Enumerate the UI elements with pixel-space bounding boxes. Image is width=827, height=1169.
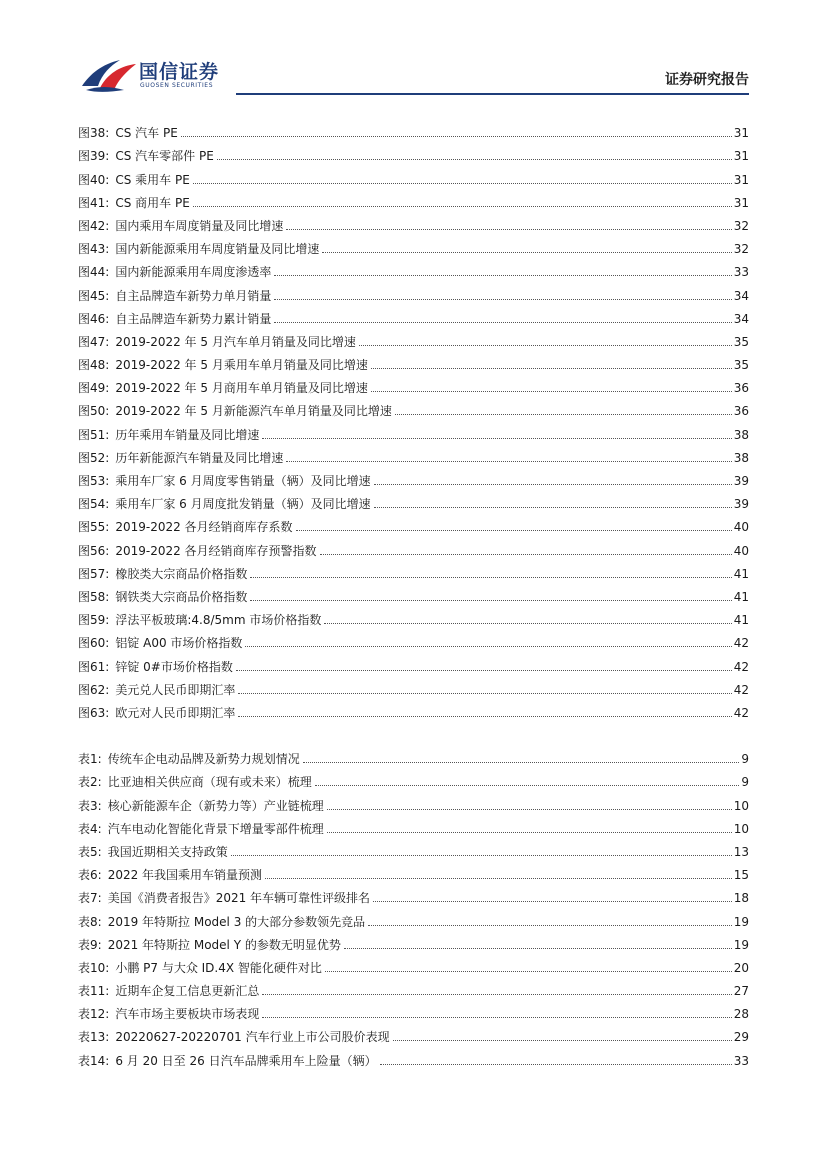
table-toc-entry[interactable] xyxy=(78,975,749,998)
dot-leader xyxy=(395,414,732,415)
figure-toc-entry[interactable] xyxy=(78,163,749,186)
table-title: 我国近期相关支持政策 xyxy=(107,844,228,859)
dot-leader xyxy=(374,507,732,508)
page-number: 31 xyxy=(733,149,749,164)
table-toc-list xyxy=(78,743,749,1068)
dot-leader xyxy=(373,901,732,902)
table-title: 2019 年特斯拉 Model 3 的大部分参数领先竞品 xyxy=(107,914,366,929)
figure-number: 图41: xyxy=(78,195,110,210)
table-toc-entry[interactable] xyxy=(78,836,749,859)
figure-title: 美元兑人民币即期汇率 xyxy=(115,682,236,697)
figure-number: 图59: xyxy=(78,613,110,628)
page-number: 33 xyxy=(733,1053,749,1068)
dot-leader xyxy=(393,1040,732,1041)
table-number: 表14: xyxy=(78,1053,110,1068)
table-toc-entry[interactable] xyxy=(78,859,749,882)
table-number: 表7: xyxy=(78,891,102,906)
figure-number: 图52: xyxy=(78,450,110,465)
page-number: 41 xyxy=(733,613,749,628)
dot-leader xyxy=(238,716,731,717)
page-number: 36 xyxy=(733,381,749,396)
figure-number: 图48: xyxy=(78,358,110,373)
dot-leader xyxy=(315,785,740,786)
figure-title: 乘用车厂家 6 月周度零售销量（辆）及同比增速 xyxy=(115,474,371,488)
figure-number: 图62: xyxy=(78,682,110,697)
figure-title: 2019-2022 各月经销商库存系数 xyxy=(115,520,293,535)
figure-toc-entry[interactable] xyxy=(78,488,749,511)
figure-number: 图39: xyxy=(78,149,110,164)
page-number: 41 xyxy=(733,566,749,581)
figure-toc-entry[interactable] xyxy=(78,140,749,163)
dot-leader xyxy=(262,994,731,995)
figure-toc-entry[interactable] xyxy=(78,558,749,581)
page-number: 32 xyxy=(733,218,749,233)
table-title: 汽车电动化智能化背景下增量零部件梳理 xyxy=(107,821,324,836)
figure-toc-entry[interactable] xyxy=(78,697,749,720)
table-number: 表5: xyxy=(78,844,102,859)
logo-english-text: GUOSEN SECURITIES xyxy=(140,82,214,89)
figure-title: CS 汽车零部件 PE xyxy=(115,149,214,164)
figure-toc-entry[interactable] xyxy=(78,627,749,650)
dot-leader xyxy=(322,252,731,253)
table-number: 表2: xyxy=(78,775,102,790)
logo-mark-icon xyxy=(80,56,138,94)
page-number: 38 xyxy=(733,427,749,442)
figure-toc-entry[interactable] xyxy=(78,465,749,488)
dot-leader xyxy=(303,762,740,763)
page-number: 31 xyxy=(733,172,749,187)
page-number: 29 xyxy=(733,1030,749,1045)
figure-number: 图44: xyxy=(78,265,110,280)
figure-number: 图55: xyxy=(78,520,110,535)
page-number: 41 xyxy=(733,589,749,604)
figure-number: 图43: xyxy=(78,242,110,257)
dot-leader xyxy=(250,600,731,601)
dot-leader xyxy=(368,925,732,926)
dot-leader xyxy=(274,275,731,276)
page-number: 10 xyxy=(733,798,749,813)
dot-leader xyxy=(327,809,732,810)
dot-leader xyxy=(324,623,731,624)
table-toc-entry[interactable] xyxy=(78,766,749,789)
figure-toc-list xyxy=(78,117,749,720)
table-title: 2022 年我国乘用车销量预测 xyxy=(107,868,263,883)
figure-toc-entry[interactable] xyxy=(78,534,749,557)
dot-leader xyxy=(262,438,731,439)
figure-toc-entry[interactable] xyxy=(78,349,749,372)
table-number: 表9: xyxy=(78,937,102,952)
figure-toc-entry[interactable] xyxy=(78,326,749,349)
dot-leader xyxy=(371,368,732,369)
dot-leader xyxy=(286,461,731,462)
page-number: 36 xyxy=(733,404,749,419)
figure-number: 图57: xyxy=(78,566,110,581)
table-number: 表11: xyxy=(78,984,110,999)
page-number: 15 xyxy=(733,868,749,883)
page-number: 33 xyxy=(733,265,749,280)
figure-title: 历年新能源汽车销量及同比增速 xyxy=(115,450,284,465)
figure-toc-entry[interactable] xyxy=(78,303,749,326)
dot-leader xyxy=(274,299,731,300)
figure-number: 图51: xyxy=(78,427,110,442)
figure-number: 图45: xyxy=(78,288,110,303)
page-number: 42 xyxy=(733,659,749,674)
figure-number: 图63: xyxy=(78,705,110,720)
figure-number: 图56: xyxy=(78,543,110,558)
figure-title: 铝锭 A00 市场价格指数 xyxy=(115,636,243,651)
page-number: 39 xyxy=(733,474,749,488)
figure-title: 2019-2022 年 5 月商用车单月销量及同比增速 xyxy=(115,381,368,396)
table-title: 近期车企复工信息更新汇总 xyxy=(115,984,260,999)
table-number: 表1: xyxy=(78,752,102,767)
figure-toc-entry[interactable] xyxy=(78,650,749,673)
page-number: 31 xyxy=(733,126,749,141)
figure-title: 2019-2022 年 5 月乘用车单月销量及同比增速 xyxy=(115,358,368,373)
dot-leader xyxy=(359,345,732,346)
table-title: 小鹏 P7 与大众 ID.4X 智能化硬件对比 xyxy=(115,960,322,975)
figure-title: CS 汽车 PE xyxy=(115,126,178,141)
figure-title: 国内新能源乘用车周度渗透率 xyxy=(115,265,272,280)
figure-number: 图49: xyxy=(78,381,110,396)
figure-toc-entry[interactable] xyxy=(78,279,749,302)
dot-leader xyxy=(238,693,731,694)
page-number: 40 xyxy=(733,520,749,535)
figure-title: 钢铁类大宗商品价格指数 xyxy=(115,589,248,604)
page-number: 38 xyxy=(733,450,749,465)
dot-leader xyxy=(262,1017,731,1018)
page-number: 10 xyxy=(733,821,749,836)
figure-title: 国内乘用车周度销量及同比增速 xyxy=(115,218,284,233)
table-toc-entry[interactable] xyxy=(78,905,749,928)
page-number: 31 xyxy=(733,195,749,210)
header-divider xyxy=(236,93,749,95)
table-title: 美国《消费者报告》2021 年车辆可靠性评级排名 xyxy=(107,891,371,906)
figure-title: 乘用车厂家 6 月周度批发销量（辆）及同比增速 xyxy=(115,497,371,512)
figure-number: 图53: xyxy=(78,474,110,488)
table-toc-entry[interactable] xyxy=(78,929,749,952)
dot-leader xyxy=(245,646,731,647)
figure-title: 2019-2022 年 5 月新能源汽车单月销量及同比增速 xyxy=(115,404,392,419)
figure-number: 图42: xyxy=(78,218,110,233)
figure-toc-entry[interactable] xyxy=(78,256,749,279)
dot-leader xyxy=(274,322,731,323)
figure-toc-entry[interactable] xyxy=(78,674,749,697)
table-toc-entry[interactable] xyxy=(78,813,749,836)
figure-title: CS 乘用车 PE xyxy=(115,172,190,187)
figure-number: 图47: xyxy=(78,334,110,349)
table-toc-entry[interactable] xyxy=(78,1021,749,1044)
figure-number: 图58: xyxy=(78,589,110,604)
figure-toc-entry[interactable] xyxy=(78,395,749,418)
figure-toc-entry[interactable] xyxy=(78,187,749,210)
table-number: 表4: xyxy=(78,821,102,836)
report-type-label: 证券研究报告 xyxy=(665,72,749,88)
figure-title: 自主品牌造车新势力单月销量 xyxy=(115,288,272,303)
dot-leader xyxy=(371,391,732,392)
figure-toc-entry[interactable] xyxy=(78,604,749,627)
dot-leader xyxy=(193,183,732,184)
figure-number: 图61: xyxy=(78,659,110,674)
table-number: 表12: xyxy=(78,1007,110,1022)
figure-number: 图46: xyxy=(78,311,110,326)
table-title: 汽车市场主要板块市场表现 xyxy=(115,1007,260,1022)
figure-title: 自主品牌造车新势力累计销量 xyxy=(115,311,272,326)
dot-leader xyxy=(193,206,732,207)
table-toc-entry[interactable] xyxy=(78,882,749,905)
figure-title: 欧元对人民币即期汇率 xyxy=(115,705,236,720)
dot-leader xyxy=(231,855,732,856)
page-number: 28 xyxy=(733,1007,749,1022)
page-number: 35 xyxy=(733,358,749,373)
guosen-logo xyxy=(80,56,240,96)
table-title: 2021 年特斯拉 Model Y 的参数无明显优势 xyxy=(107,937,341,952)
figure-title: 2019-2022 各月经销商库存预警指数 xyxy=(115,543,317,558)
page-number: 9 xyxy=(741,775,749,790)
figure-toc-entry[interactable] xyxy=(78,233,749,256)
page-number: 42 xyxy=(733,636,749,651)
figure-number: 图50: xyxy=(78,404,110,419)
dot-leader xyxy=(250,577,731,578)
dot-leader xyxy=(380,1064,732,1065)
table-toc-entry[interactable] xyxy=(78,952,749,975)
page-number: 13 xyxy=(733,844,749,859)
dot-leader xyxy=(325,971,732,972)
figure-toc-entry[interactable] xyxy=(78,372,749,395)
figure-number: 图40: xyxy=(78,172,110,187)
dot-leader xyxy=(344,948,732,949)
figure-title: CS 商用车 PE xyxy=(115,195,190,210)
figure-toc-entry[interactable] xyxy=(78,117,749,140)
dot-leader xyxy=(320,554,732,555)
page-number: 18 xyxy=(733,891,749,906)
table-number: 表13: xyxy=(78,1030,110,1045)
page-number: 32 xyxy=(733,242,749,257)
table-title: 核心新能源车企（新势力等）产业链梳理 xyxy=(107,798,324,813)
dot-leader xyxy=(236,670,732,671)
page-number: 27 xyxy=(733,984,749,999)
figure-title: 2019-2022 年 5 月汽车单月销量及同比增速 xyxy=(115,334,356,349)
figure-toc-entry[interactable] xyxy=(78,418,749,441)
figure-toc-entry[interactable] xyxy=(78,581,749,604)
figure-toc-entry[interactable] xyxy=(78,511,749,534)
dot-leader xyxy=(181,136,732,137)
figure-number: 图54: xyxy=(78,497,110,512)
figure-title: 历年乘用车销量及同比增速 xyxy=(115,427,260,442)
table-number: 表8: xyxy=(78,914,102,929)
dot-leader xyxy=(217,159,732,160)
table-title: 比亚迪相关供应商（现有或未来）梳理 xyxy=(107,775,312,790)
dot-leader xyxy=(296,530,732,531)
table-number: 表3: xyxy=(78,798,102,813)
table-number: 表10: xyxy=(78,960,110,975)
page-number: 40 xyxy=(733,543,749,558)
page-number: 39 xyxy=(733,497,749,512)
table-number: 表6: xyxy=(78,868,102,883)
dot-leader xyxy=(327,832,732,833)
page-number: 42 xyxy=(733,682,749,697)
table-title: 6 月 20 日至 26 日汽车品牌乘用车上险量（辆） xyxy=(115,1053,377,1068)
dot-leader xyxy=(265,878,732,879)
page-header xyxy=(0,0,827,100)
figure-number: 图38: xyxy=(78,126,110,141)
table-toc-entry[interactable] xyxy=(78,789,749,812)
logo-chinese-text: 国信证券 xyxy=(139,61,220,83)
table-toc-entry[interactable] xyxy=(78,743,749,766)
page-number: 42 xyxy=(733,705,749,720)
page-number: 34 xyxy=(733,288,749,303)
figure-toc-entry[interactable] xyxy=(78,442,749,465)
table-toc-entry[interactable] xyxy=(78,998,749,1021)
page-number: 9 xyxy=(741,752,749,767)
table-toc-entry[interactable] xyxy=(78,1044,749,1067)
page-number: 34 xyxy=(733,311,749,326)
figure-number: 图60: xyxy=(78,636,110,651)
page-number: 20 xyxy=(733,960,749,975)
figure-toc-entry[interactable] xyxy=(78,210,749,233)
dot-leader xyxy=(374,484,732,485)
table-title: 20220627-20220701 汽车行业上市公司股价表现 xyxy=(115,1030,390,1045)
page-number: 19 xyxy=(733,937,749,952)
dot-leader xyxy=(286,229,731,230)
figure-title: 锌锭 0#市场价格指数 xyxy=(115,659,233,674)
page-number: 19 xyxy=(733,914,749,929)
page-number: 35 xyxy=(733,334,749,349)
figure-title: 浮法平板玻璃:4.8/5mm 市场价格指数 xyxy=(115,613,322,628)
figure-title: 橡胶类大宗商品价格指数 xyxy=(115,566,248,581)
table-title: 传统车企电动品牌及新势力规划情况 xyxy=(107,752,300,767)
figure-title: 国内新能源乘用车周度销量及同比增速 xyxy=(115,242,320,257)
